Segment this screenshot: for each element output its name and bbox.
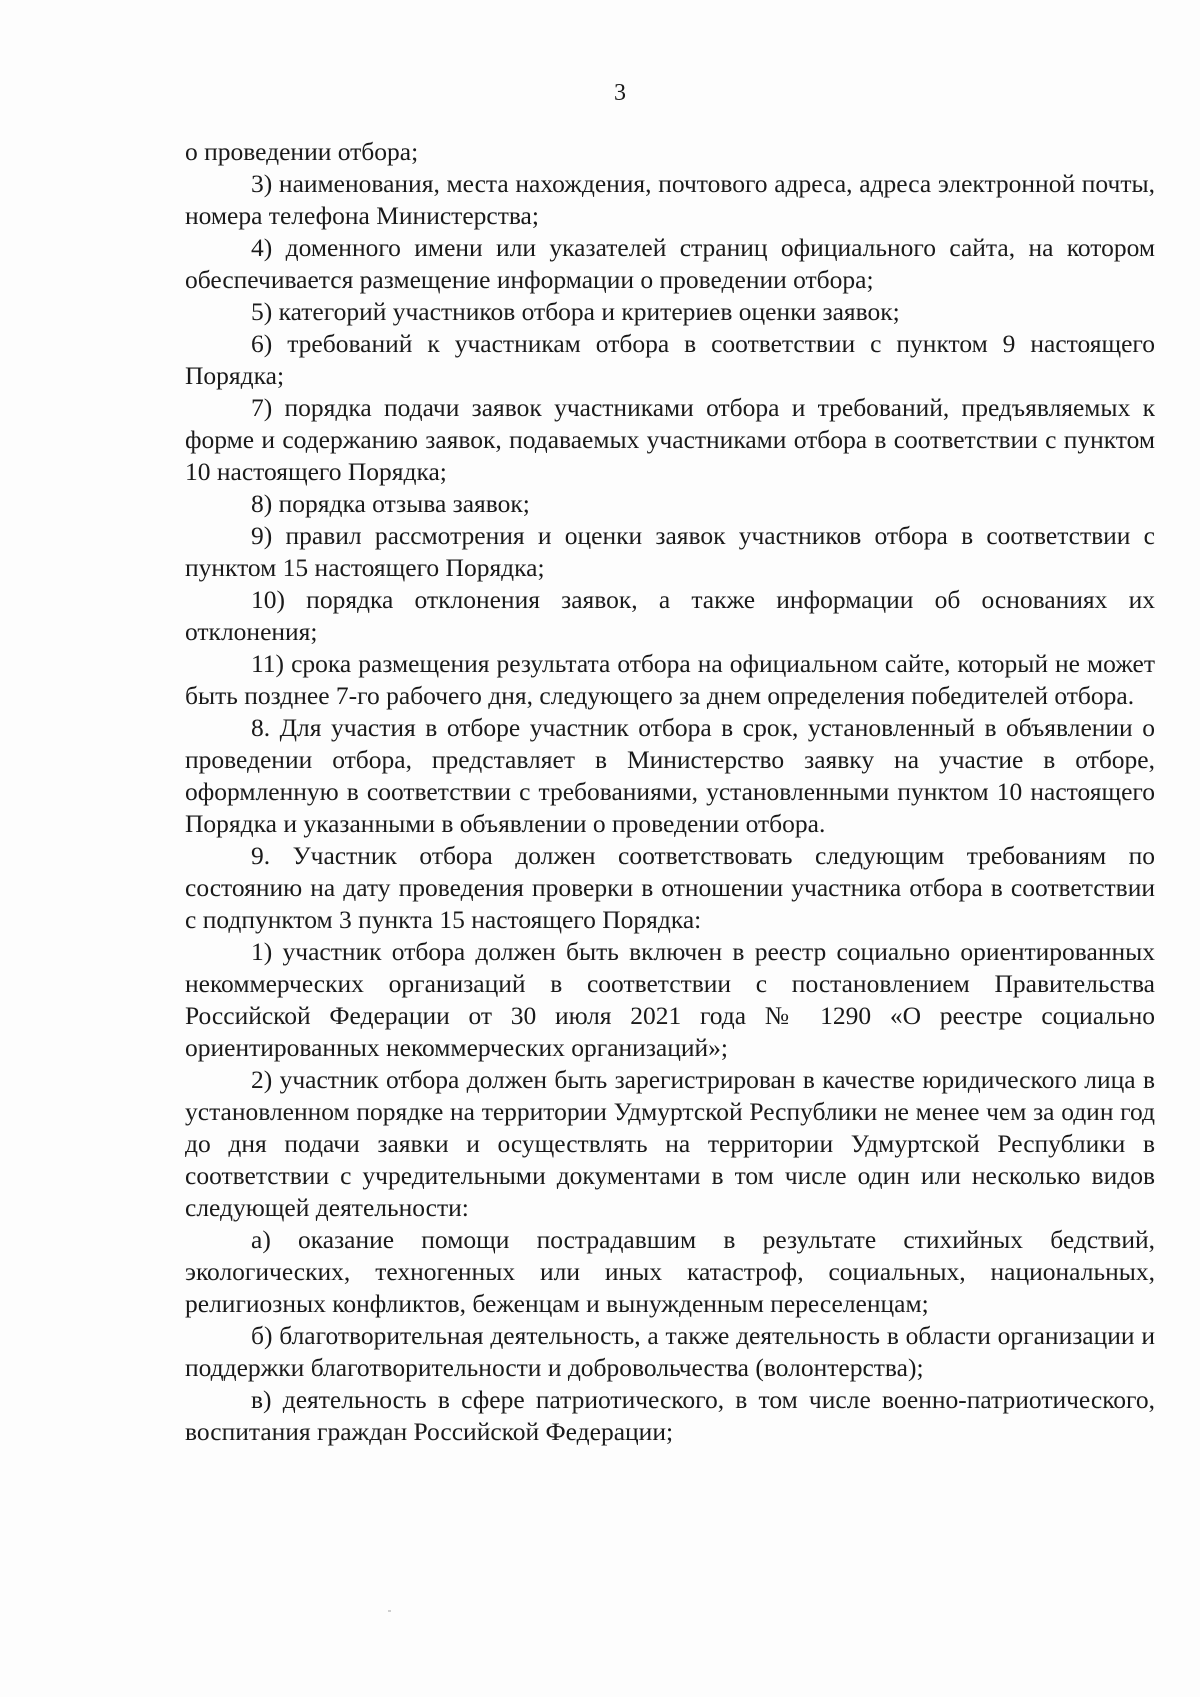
scan-speck <box>388 1610 391 1612</box>
clause-9-item-1: 1) участник отбора должен быть включен в реестр социально ориентированных некоммерческих организаций в соответствии с постановлением Правительства Российской Федерации от 30 июля 2021 года № 1290 «О реестре социально ориентированных некоммерческих организаций»; <box>185 937 1155 1062</box>
list-item-11: 11) срока размещения результата отбора на официальном сайте, который не может быть позднее 7-го рабочего дня, следующего за днем определения победителей отбора. <box>185 649 1155 710</box>
list-item-5: 5) категорий участников отбора и критериев оценки заявок; <box>251 297 900 326</box>
list-item-8: 8) порядка отзыва заявок; <box>251 489 530 518</box>
paragraph-continuation: о проведении отбора; <box>185 137 419 166</box>
list-item-6: 6) требований к участникам отбора в соответствии с пунктом 9 настоящего Порядка; <box>185 329 1155 390</box>
list-item-3: 3) наименования, места нахождения, почтового адреса, адреса электронной почты, номера телефона Министерства; <box>185 169 1155 230</box>
activity-item-a: а) оказание помощи пострадавшим в результате стихийных бедствий, экологических, техногенных или иных катастроф, социальных, национальных, религиозных конфликтов, беженцам и вынужденным переселенцам; <box>185 1225 1155 1318</box>
list-item-4: 4) доменного имени или указателей страниц официального сайта, на котором обеспечивается размещение информации о проведении отбора; <box>185 233 1155 294</box>
clause-9: 9. Участник отбора должен соответствовать следующим требованиям по состоянию на дату проведения проверки в отношении участника отбора в соответствии с подпунктом 3 пункта 15 настоящего Порядка: <box>185 841 1155 934</box>
activity-item-b: б) благотворительная деятельность, а также деятельность в области организации и поддержки благотворительности и добровольчества (волонтерства); <box>185 1321 1155 1382</box>
list-item-7: 7) порядка подачи заявок участниками отбора и требований, предъявляемых к форме и содержанию заявок, подаваемых участниками отбора в соответствии с пунктом 10 настоящего Порядка; <box>185 393 1155 486</box>
page-number: 3 <box>614 80 626 106</box>
document-body <box>185 136 1155 1448</box>
clause-8: 8. Для участия в отборе участник отбора в срок, установленный в объявлении о проведении отбора, представляет в Министерство заявку на участие в отборе, оформленную в соответствии с требованиями, установленными пунктом 10 настоящего Порядка и указанными в объявлении о проведении отбора. <box>185 713 1155 838</box>
list-item-9: 9) правил рассмотрения и оценки заявок участников отбора в соответствии с пунктом 15 настоящего Порядка; <box>185 521 1155 582</box>
list-item-10: 10) порядка отклонения заявок, а также информации об основаниях их отклонения; <box>185 585 1155 646</box>
clause-9-item-2: 2) участник отбора должен быть зарегистрирован в качестве юридического лица в установленном порядке на территории Удмуртской Республики не менее чем за один год до дня подачи заявки и осуществлять на территории Удмуртской Республики в соответствии с учредительными документами в том числе один или несколько видов следующей деятельности: <box>185 1065 1155 1222</box>
activity-item-v: в) деятельность в сфере патриотического, в том числе военно-патриотического, воспитания граждан Российской Федерации; <box>185 1385 1155 1446</box>
